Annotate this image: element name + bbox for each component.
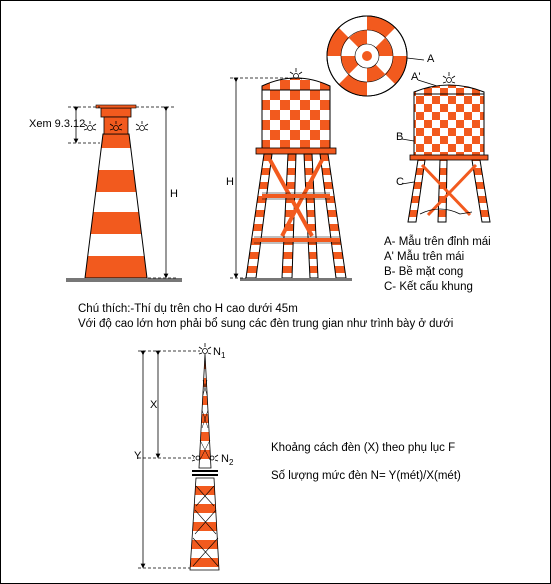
legend-item-b: B- Bề mặt cong bbox=[384, 266, 464, 278]
height-label-tower: H bbox=[226, 176, 234, 188]
legend-item-a: A- Mẫu trên đỉnh mái bbox=[384, 236, 491, 248]
label-a: A bbox=[427, 53, 435, 65]
light-icon bbox=[443, 72, 455, 83]
label-c: C bbox=[396, 176, 404, 188]
label-b: B bbox=[396, 131, 404, 143]
note-line-1: Chú thích:-Thí dụ trên cho H cao dưới 45m bbox=[78, 303, 298, 315]
lattice-mast bbox=[190, 354, 219, 570]
info-line-1: Khoảng cách đèn (X) theo phụ lục F bbox=[271, 442, 456, 454]
light-icon bbox=[290, 68, 302, 79]
label-n2: $N_2$ bbox=[221, 453, 234, 468]
label-n1: $N_1$ bbox=[213, 346, 226, 361]
ref-label: Xem 9.3.12 bbox=[29, 118, 86, 130]
note-line-2: Với độ cao lớn hơn phải bổ sung các đèn trung gian như trình bày ở dưới bbox=[78, 318, 454, 330]
label-a-prime: A' bbox=[411, 71, 421, 83]
label-y: Y bbox=[134, 450, 142, 462]
water-tower-main bbox=[240, 78, 352, 281]
lighthouse bbox=[66, 105, 182, 282]
arrow-icon bbox=[407, 58, 424, 60]
roof-top-pattern bbox=[327, 16, 407, 96]
water-tower-small bbox=[408, 85, 490, 222]
label-x: X bbox=[150, 399, 158, 411]
info-line-2: Số lượng mức đèn N= Y(mét)/X(mét) bbox=[271, 470, 461, 482]
height-label-lighthouse: H bbox=[170, 188, 178, 200]
legend-item-c: C- Kết cấu khung bbox=[384, 281, 473, 293]
legend-item-a-prime: A' Mẫu trên mái bbox=[384, 251, 465, 263]
